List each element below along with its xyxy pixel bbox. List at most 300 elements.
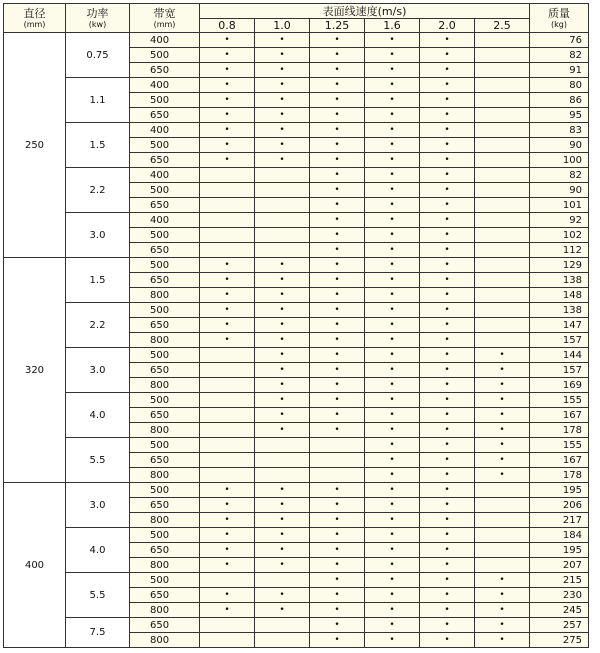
speed-empty-cell (475, 273, 530, 288)
mass-cell: 129 (530, 258, 589, 273)
speed-empty-cell (255, 198, 310, 213)
speed-available-dot: • (310, 573, 365, 588)
mass-cell: 92 (530, 213, 589, 228)
speed-available-dot: • (255, 63, 310, 78)
power-cell: 2.2 (66, 303, 130, 348)
belt-width-cell: 650 (130, 63, 200, 78)
speed-empty-cell (475, 303, 530, 318)
speed-available-dot: • (255, 93, 310, 108)
speed-empty-cell (475, 78, 530, 93)
speed-empty-cell (255, 573, 310, 588)
belt-width-cell: 500 (130, 393, 200, 408)
speed-available-dot: • (310, 138, 365, 153)
speed-empty-cell (200, 618, 255, 633)
speed-available-dot: • (365, 423, 420, 438)
speed-empty-cell (255, 168, 310, 183)
speed-available-dot: • (310, 228, 365, 243)
mass-cell: 112 (530, 243, 589, 258)
speed-available-dot: • (475, 438, 530, 453)
speed-available-dot: • (200, 93, 255, 108)
speed-available-dot: • (420, 513, 475, 528)
speed-available-dot: • (420, 423, 475, 438)
speed-available-dot: • (200, 513, 255, 528)
speed-available-dot: • (420, 318, 475, 333)
power-cell: 5.5 (66, 438, 130, 483)
speed-available-dot: • (420, 153, 475, 168)
speed-empty-cell (475, 498, 530, 513)
speed-available-dot: • (475, 618, 530, 633)
speed-empty-cell (475, 153, 530, 168)
speed-empty-cell (310, 453, 365, 468)
speed-available-dot: • (255, 528, 310, 543)
speed-available-dot: • (200, 603, 255, 618)
speed-empty-cell (200, 243, 255, 258)
speed-available-dot: • (200, 108, 255, 123)
speed-available-dot: • (420, 93, 475, 108)
speed-empty-cell (255, 213, 310, 228)
speed-available-dot: • (255, 333, 310, 348)
speed-available-dot: • (365, 123, 420, 138)
speed-available-dot: • (420, 588, 475, 603)
speed-available-dot: • (420, 528, 475, 543)
speed-empty-cell (475, 138, 530, 153)
belt-width-cell: 800 (130, 558, 200, 573)
speed-column-header: 2.5 (475, 19, 530, 33)
speed-column-header: 2.0 (420, 19, 475, 33)
speed-empty-cell (475, 243, 530, 258)
speed-available-dot: • (365, 543, 420, 558)
speed-available-dot: • (310, 303, 365, 318)
power-cell: 0.75 (66, 33, 130, 78)
speed-available-dot: • (255, 258, 310, 273)
speed-empty-cell (200, 348, 255, 363)
speed-available-dot: • (365, 273, 420, 288)
speed-available-dot: • (420, 33, 475, 48)
belt-width-cell: 650 (130, 318, 200, 333)
table-row (4, 168, 589, 183)
belt-width-cell: 800 (130, 513, 200, 528)
speed-available-dot: • (255, 558, 310, 573)
speed-available-dot: • (365, 378, 420, 393)
speed-available-dot: • (420, 78, 475, 93)
speed-available-dot: • (365, 288, 420, 303)
speed-available-dot: • (200, 288, 255, 303)
speed-available-dot: • (200, 588, 255, 603)
speed-available-dot: • (310, 558, 365, 573)
speed-available-dot: • (475, 573, 530, 588)
mass-cell: 138 (530, 303, 589, 318)
power-cell: 7.5 (66, 618, 130, 648)
speed-available-dot: • (200, 123, 255, 138)
power-cell: 2.2 (66, 168, 130, 213)
power-header-label: 功率 (86, 6, 109, 20)
speed-available-dot: • (365, 243, 420, 258)
speed-available-dot: • (255, 318, 310, 333)
belt-width-cell: 800 (130, 288, 200, 303)
speed-available-dot: • (255, 408, 310, 423)
mass-cell: 144 (530, 348, 589, 363)
speed-empty-cell (475, 108, 530, 123)
speed-available-dot: • (200, 63, 255, 78)
diameter-header (4, 4, 66, 33)
speed-available-dot: • (365, 168, 420, 183)
speed-available-dot: • (255, 423, 310, 438)
speed-available-dot: • (365, 138, 420, 153)
speed-available-dot: • (420, 483, 475, 498)
mass-cell: 80 (530, 78, 589, 93)
speed-available-dot: • (365, 63, 420, 78)
speed-available-dot: • (365, 408, 420, 423)
speed-available-dot: • (200, 138, 255, 153)
speed-available-dot: • (365, 198, 420, 213)
speed-available-dot: • (255, 378, 310, 393)
speed-available-dot: • (200, 258, 255, 273)
speed-empty-cell (475, 48, 530, 63)
mass-cell: 157 (530, 363, 589, 378)
table-row (4, 393, 589, 408)
power-unit: (kw) (88, 19, 107, 29)
speed-available-dot: • (420, 408, 475, 423)
power-header (66, 4, 130, 33)
speed-available-dot: • (420, 618, 475, 633)
belt-width-cell: 500 (130, 258, 200, 273)
speed-available-dot: • (255, 153, 310, 168)
belt-width-cell: 650 (130, 453, 200, 468)
speed-available-dot: • (310, 348, 365, 363)
belt-width-cell: 400 (130, 33, 200, 48)
speed-available-dot: • (310, 123, 365, 138)
speed-available-dot: • (420, 558, 475, 573)
speed-available-dot: • (475, 603, 530, 618)
belt-width-cell: 500 (130, 573, 200, 588)
mass-cell: 90 (530, 138, 589, 153)
table-row (4, 78, 589, 93)
mass-cell: 138 (530, 273, 589, 288)
speed-available-dot: • (200, 498, 255, 513)
mass-cell: 82 (530, 168, 589, 183)
drum-spec-table (3, 3, 589, 648)
mass-cell: 157 (530, 333, 589, 348)
speed-empty-cell (475, 168, 530, 183)
speed-available-dot: • (365, 573, 420, 588)
belt-width-cell: 650 (130, 273, 200, 288)
belt-width-cell: 650 (130, 363, 200, 378)
speed-available-dot: • (255, 363, 310, 378)
belt-width-cell: 500 (130, 348, 200, 363)
speed-available-dot: • (310, 273, 365, 288)
mass-cell: 184 (530, 528, 589, 543)
speed-empty-cell (255, 183, 310, 198)
speed-empty-cell (475, 318, 530, 333)
speed-available-dot: • (420, 363, 475, 378)
table-row (4, 258, 589, 273)
speed-available-dot: • (420, 138, 475, 153)
speed-available-dot: • (475, 423, 530, 438)
speed-empty-cell (255, 468, 310, 483)
mass-header-label: 质量 (548, 6, 570, 20)
belt-width-cell: 800 (130, 423, 200, 438)
speed-available-dot: • (365, 618, 420, 633)
speed-available-dot: • (200, 33, 255, 48)
table-row (4, 483, 589, 498)
speed-available-dot: • (255, 603, 310, 618)
table-body (4, 33, 589, 648)
speed-empty-cell (200, 213, 255, 228)
speed-available-dot: • (310, 483, 365, 498)
mass-cell: 195 (530, 483, 589, 498)
speed-empty-cell (310, 468, 365, 483)
speed-available-dot: • (310, 48, 365, 63)
speed-empty-cell (475, 123, 530, 138)
speed-available-dot: • (475, 633, 530, 648)
speed-empty-cell (475, 513, 530, 528)
mass-cell: 275 (530, 633, 589, 648)
speed-available-dot: • (420, 63, 475, 78)
diameter-header-label: 直径 (23, 6, 46, 20)
mass-cell: 245 (530, 603, 589, 618)
belt-width-cell: 800 (130, 468, 200, 483)
speed-available-dot: • (255, 513, 310, 528)
mass-cell: 167 (530, 453, 589, 468)
mass-cell: 147 (530, 318, 589, 333)
table-header (4, 4, 589, 33)
speed-available-dot: • (255, 48, 310, 63)
speed-empty-cell (200, 168, 255, 183)
mass-cell: 178 (530, 468, 589, 483)
speed-empty-cell (475, 183, 530, 198)
speed-available-dot: • (420, 288, 475, 303)
speed-available-dot: • (420, 348, 475, 363)
speed-available-dot: • (310, 603, 365, 618)
spec-table-container (3, 3, 588, 648)
speed-available-dot: • (475, 348, 530, 363)
belt-width-cell: 650 (130, 408, 200, 423)
table-row (4, 33, 589, 48)
speed-empty-cell (255, 438, 310, 453)
speed-column-header: 1.0 (255, 19, 310, 33)
speed-empty-cell (200, 393, 255, 408)
power-cell: 5.5 (66, 573, 130, 618)
power-cell: 1.5 (66, 123, 130, 168)
speed-available-dot: • (310, 528, 365, 543)
mass-cell: 215 (530, 573, 589, 588)
speed-available-dot: • (255, 288, 310, 303)
speed-empty-cell (310, 438, 365, 453)
belt-width-cell: 400 (130, 123, 200, 138)
mass-cell: 83 (530, 123, 589, 138)
speed-available-dot: • (365, 498, 420, 513)
speed-available-dot: • (310, 93, 365, 108)
speed-available-dot: • (310, 378, 365, 393)
speed-available-dot: • (420, 543, 475, 558)
speed-available-dot: • (365, 588, 420, 603)
speed-available-dot: • (200, 318, 255, 333)
belt-width-cell: 650 (130, 618, 200, 633)
diameter-cell: 400 (4, 483, 66, 648)
speed-available-dot: • (365, 48, 420, 63)
speed-available-dot: • (310, 318, 365, 333)
belt-width-cell: 400 (130, 213, 200, 228)
speed-empty-cell (475, 258, 530, 273)
speed-available-dot: • (475, 378, 530, 393)
speed-available-dot: • (310, 498, 365, 513)
mass-cell: 207 (530, 558, 589, 573)
belt-width-cell: 500 (130, 138, 200, 153)
speed-available-dot: • (420, 273, 475, 288)
speed-available-dot: • (420, 168, 475, 183)
speed-available-dot: • (365, 33, 420, 48)
belt-width-cell: 800 (130, 633, 200, 648)
speed-available-dot: • (310, 333, 365, 348)
diameter-unit: (mm) (23, 19, 46, 29)
speed-empty-cell (475, 333, 530, 348)
speed-empty-cell (255, 453, 310, 468)
speed-available-dot: • (310, 423, 365, 438)
speed-empty-cell (475, 213, 530, 228)
speed-empty-cell (255, 243, 310, 258)
speed-available-dot: • (310, 588, 365, 603)
speed-empty-cell (475, 93, 530, 108)
belt-width-cell: 500 (130, 93, 200, 108)
speed-available-dot: • (420, 258, 475, 273)
speed-empty-cell (475, 228, 530, 243)
speed-available-dot: • (420, 108, 475, 123)
speed-empty-cell (475, 288, 530, 303)
speed-available-dot: • (310, 543, 365, 558)
table-row (4, 123, 589, 138)
belt-width-cell: 650 (130, 498, 200, 513)
belt-width-cell: 400 (130, 78, 200, 93)
mass-cell: 230 (530, 588, 589, 603)
speed-empty-cell (200, 363, 255, 378)
speed-available-dot: • (420, 573, 475, 588)
speed-empty-cell (255, 618, 310, 633)
speed-available-dot: • (200, 78, 255, 93)
speed-available-dot: • (365, 513, 420, 528)
belt-width-cell: 400 (130, 168, 200, 183)
speed-available-dot: • (420, 453, 475, 468)
speed-empty-cell (200, 573, 255, 588)
speed-available-dot: • (365, 558, 420, 573)
table-row (4, 213, 589, 228)
speed-available-dot: • (255, 348, 310, 363)
belt-header-label: 带宽 (153, 6, 176, 20)
speed-available-dot: • (420, 303, 475, 318)
speed-available-dot: • (365, 318, 420, 333)
speed-header: 表面线速度(m/s) (200, 4, 530, 19)
speed-available-dot: • (420, 378, 475, 393)
speed-available-dot: • (310, 393, 365, 408)
speed-empty-cell (475, 543, 530, 558)
belt-width-cell: 500 (130, 528, 200, 543)
speed-available-dot: • (310, 618, 365, 633)
belt-width-cell: 650 (130, 543, 200, 558)
speed-available-dot: • (310, 633, 365, 648)
speed-empty-cell (200, 423, 255, 438)
power-cell: 4.0 (66, 528, 130, 573)
speed-available-dot: • (365, 483, 420, 498)
speed-available-dot: • (420, 48, 475, 63)
mass-cell: 167 (530, 408, 589, 423)
belt-width-cell: 650 (130, 198, 200, 213)
speed-available-dot: • (310, 198, 365, 213)
mass-cell: 195 (530, 543, 589, 558)
speed-available-dot: • (200, 153, 255, 168)
speed-available-dot: • (310, 183, 365, 198)
speed-available-dot: • (420, 228, 475, 243)
belt-width-cell: 650 (130, 108, 200, 123)
speed-available-dot: • (365, 438, 420, 453)
speed-available-dot: • (365, 528, 420, 543)
speed-available-dot: • (420, 183, 475, 198)
mass-cell: 148 (530, 288, 589, 303)
belt-width-cell: 800 (130, 378, 200, 393)
speed-empty-cell (200, 183, 255, 198)
speed-available-dot: • (420, 468, 475, 483)
speed-available-dot: • (420, 213, 475, 228)
power-cell: 3.0 (66, 213, 130, 258)
speed-available-dot: • (365, 303, 420, 318)
speed-available-dot: • (420, 393, 475, 408)
speed-available-dot: • (310, 258, 365, 273)
speed-available-dot: • (310, 108, 365, 123)
mass-cell: 86 (530, 93, 589, 108)
speed-available-dot: • (365, 183, 420, 198)
speed-available-dot: • (255, 123, 310, 138)
speed-available-dot: • (255, 543, 310, 558)
speed-empty-cell (255, 228, 310, 243)
speed-empty-cell (475, 33, 530, 48)
speed-column-header: 1.25 (310, 19, 365, 33)
mass-cell: 169 (530, 378, 589, 393)
power-cell: 3.0 (66, 483, 130, 528)
speed-available-dot: • (310, 513, 365, 528)
speed-available-dot: • (255, 33, 310, 48)
speed-available-dot: • (310, 78, 365, 93)
mass-cell: 155 (530, 393, 589, 408)
speed-available-dot: • (200, 333, 255, 348)
speed-empty-cell (475, 528, 530, 543)
speed-empty-cell (200, 633, 255, 648)
speed-available-dot: • (365, 633, 420, 648)
speed-empty-cell (200, 468, 255, 483)
speed-empty-cell (475, 63, 530, 78)
speed-empty-cell (200, 438, 255, 453)
belt-width-cell: 500 (130, 183, 200, 198)
belt-header (130, 4, 200, 33)
mass-cell: 101 (530, 198, 589, 213)
speed-empty-cell (255, 633, 310, 648)
mass-cell: 178 (530, 423, 589, 438)
speed-available-dot: • (200, 48, 255, 63)
speed-available-dot: • (200, 273, 255, 288)
mass-unit: (kg) (551, 19, 567, 29)
belt-width-cell: 500 (130, 48, 200, 63)
speed-available-dot: • (420, 123, 475, 138)
speed-available-dot: • (255, 78, 310, 93)
speed-available-dot: • (420, 438, 475, 453)
mass-cell: 257 (530, 618, 589, 633)
speed-available-dot: • (310, 33, 365, 48)
speed-available-dot: • (365, 468, 420, 483)
speed-available-dot: • (365, 228, 420, 243)
speed-available-dot: • (255, 273, 310, 288)
speed-available-dot: • (255, 303, 310, 318)
diameter-cell: 320 (4, 258, 66, 483)
speed-available-dot: • (200, 528, 255, 543)
speed-available-dot: • (200, 303, 255, 318)
power-cell: 3.0 (66, 348, 130, 393)
